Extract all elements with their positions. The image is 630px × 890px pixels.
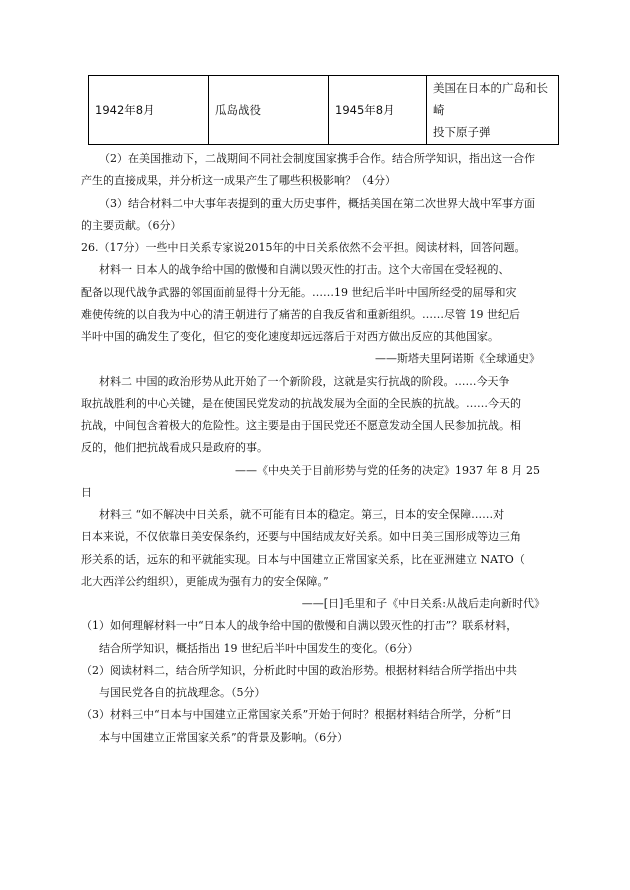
cell-line: 美国在日本的广岛和长崎 <box>433 81 548 117</box>
sub-question-3: （3）材料三中“日本与中国建立正常国家关系”开始于何时？根据材料结合所学，分析“日 <box>81 708 512 721</box>
table-cell-date: 1945年8月 <box>329 76 427 145</box>
table-cell-event <box>427 76 559 145</box>
table-cell-date: 1942年8月 <box>89 76 209 145</box>
material-3-line: 北大西洋公约组织），更能成为强有力的安全保障。” <box>81 575 329 588</box>
question-2-cont: 产生的直接成果，并分析这一成果产生了哪些积极影响？（4分） <box>81 174 396 187</box>
material-3: 材料三 “如不解决中日关系，就不可能有日本的稳定。第三，日本的安全保障……对 <box>99 508 505 521</box>
material-3-line: 日本来说，不仅依靠日美安保条约，还要与中国结成友好关系。如中日美三国形成等边三角 <box>81 530 521 543</box>
material-1-line: 半叶中国的确发生了变化，但它的变化速度却远远落后于对西方做出反应的其他国家。 <box>81 330 499 343</box>
sub-question-1-cont: 结合所学知识，概括指出 19 世纪后半叶中国发生的变化。（6分） <box>99 642 419 655</box>
material-1-line: 配备以现代战争武器的邻国面前显得十分无能。……19 世纪后半叶中国所经受的屈辱和灾 <box>81 286 517 299</box>
events-table <box>88 75 559 145</box>
material-2: 材料二 中国的政治形势从此开始了一个新阶段，这就是实行抗战的阶段。……今天争 <box>99 375 510 388</box>
material-3-source: ——[日]毛里和子《中日关系:从战后走向新时代》 <box>301 597 545 610</box>
material-2-line: 取抗战胜利的中心关键，是在使国民党发动的抗战发展为全面的全民族的抗战。……今天的 <box>81 397 521 410</box>
material-2-source-cont: 日 <box>81 486 92 499</box>
material-2-line: 反的，他们把抗战看成只是政府的事。 <box>81 441 268 454</box>
table-row <box>89 76 559 145</box>
question-2: （2）在美国推动下，二战期间不同社会制度国家携手合作。结合所学知识，指出这一合作 <box>99 152 535 165</box>
sub-question-2-cont: 与国民党各自的抗战理念。（5分） <box>99 686 266 699</box>
table-cell-event: 瓜岛战役 <box>209 76 329 145</box>
sub-question-3-cont: 本与中国建立正常国家关系”的背景及影响。（6分） <box>99 731 349 744</box>
question-3-cont: 的主要贡献。（6分） <box>81 219 182 232</box>
material-1: 材料一 日本人的战争给中国的傲慢和自满以毁灭性的打击。这个大帝国在受轻视的、 <box>99 263 510 276</box>
material-3-line: 形关系的话，远东的和平就能实现。日本与中国建立正常国家关系，比在亚洲建立 NATO（ <box>81 553 525 566</box>
material-1-line: 难使传统的以自我为中心的清王朝进行了痛苦的自我反省和重新组织。……尽管 19 世纪后 <box>81 308 520 321</box>
sub-question-2: （2）阅读材料二，结合所学知识，分析此时中国的政治形势。根据材料结合所学指出中共 <box>81 664 517 677</box>
sub-question-1: （1）如何理解材料一中“日本人的战争给中国的傲慢和自满以毁灭性的打击”？联系材料， <box>81 619 518 632</box>
cell-line: 投下原子弹 <box>433 125 491 139</box>
material-2-source: ——《中央关于目前形势与党的任务的决定》1937 年 8 月 25 <box>235 464 540 477</box>
material-1-source: ——斯塔夫里阿诺斯《全球通史》 <box>375 352 540 365</box>
material-2-line: 抗战，中间包含着极大的危险性。这主要是由于国民党还不愿意发动全国人民参加抗战。相 <box>81 419 521 432</box>
question-3: （3）结合材料二中大事年表提到的重大历史事件，概括美国在第二次世界大战中军事方面 <box>99 197 535 210</box>
question-26-heading: 26.（17分）一些中日关系专家说2015年的中日关系依然不会平担。阅读材料，回答问题。 <box>81 241 526 254</box>
